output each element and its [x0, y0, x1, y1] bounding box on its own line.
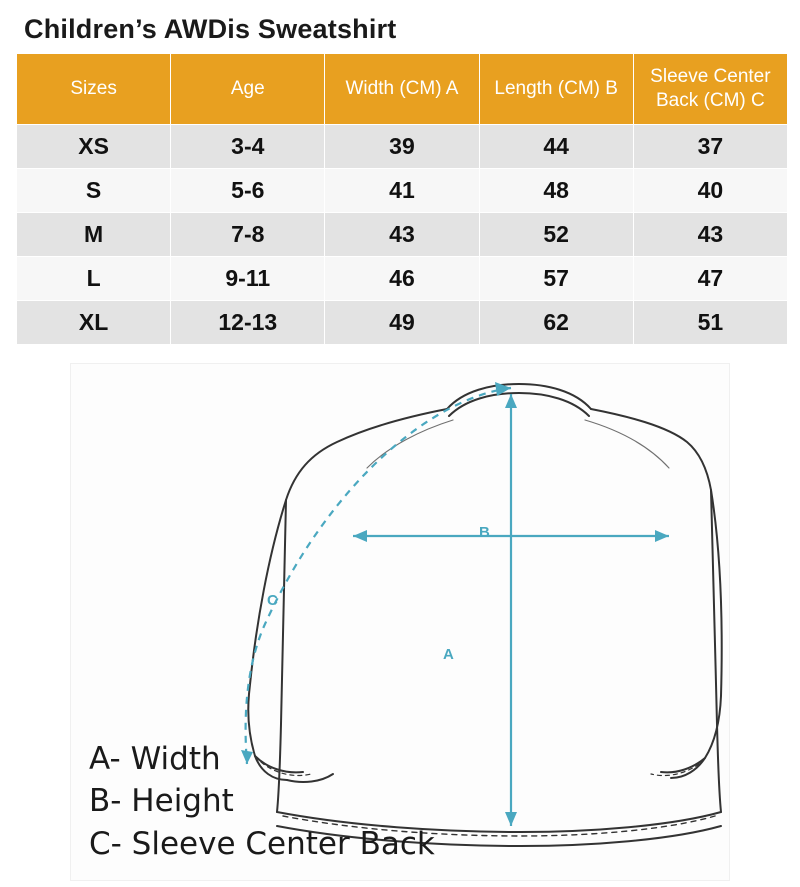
column-header-sleeve: Sleeve Center Back (CM) C [633, 54, 787, 125]
cell-size: L [17, 257, 171, 301]
table-header-row [17, 54, 788, 125]
column-header-length: Length (CM) B [479, 54, 633, 125]
legend-item-c: C- Sleeve Center Back [89, 826, 435, 863]
legend-item-a: A- Width [89, 740, 221, 777]
table-row [17, 169, 788, 213]
table-row [17, 257, 788, 301]
diagram-legend [89, 738, 435, 866]
cell-length: 62 [479, 301, 633, 345]
column-header-width: Width (CM) A [325, 54, 479, 125]
cell-width: 41 [325, 169, 479, 213]
cell-age: 12-13 [171, 301, 325, 345]
dimension-label-c: C [267, 592, 278, 609]
dimension-label-b: B [479, 524, 490, 541]
size-chart-table [16, 53, 788, 345]
cell-sleeve: 51 [633, 301, 787, 345]
cell-age: 9-11 [171, 257, 325, 301]
cell-width: 43 [325, 213, 479, 257]
cell-size: S [17, 169, 171, 213]
garment-diagram [70, 363, 730, 881]
table-row [17, 301, 788, 345]
cell-age: 3-4 [171, 125, 325, 169]
cell-width: 39 [325, 125, 479, 169]
cell-width: 46 [325, 257, 479, 301]
legend-item-b: B- Height [89, 783, 234, 820]
cell-length: 44 [479, 125, 633, 169]
cell-length: 48 [479, 169, 633, 213]
cell-sleeve: 37 [633, 125, 787, 169]
dimension-label-a: A [443, 646, 454, 663]
column-header-age: Age [171, 54, 325, 125]
cell-length: 52 [479, 213, 633, 257]
cell-length: 57 [479, 257, 633, 301]
cell-age: 7-8 [171, 213, 325, 257]
column-header-sizes: Sizes [17, 54, 171, 125]
cell-size: M [17, 213, 171, 257]
cell-sleeve: 43 [633, 213, 787, 257]
cell-size: XL [17, 301, 171, 345]
cell-width: 49 [325, 301, 479, 345]
table-row [17, 213, 788, 257]
cell-age: 5-6 [171, 169, 325, 213]
cell-sleeve: 40 [633, 169, 787, 213]
page-title: Children’s AWDis Sweatshirt [24, 14, 397, 44]
table-row [17, 125, 788, 169]
cell-size: XS [17, 125, 171, 169]
cell-sleeve: 47 [633, 257, 787, 301]
